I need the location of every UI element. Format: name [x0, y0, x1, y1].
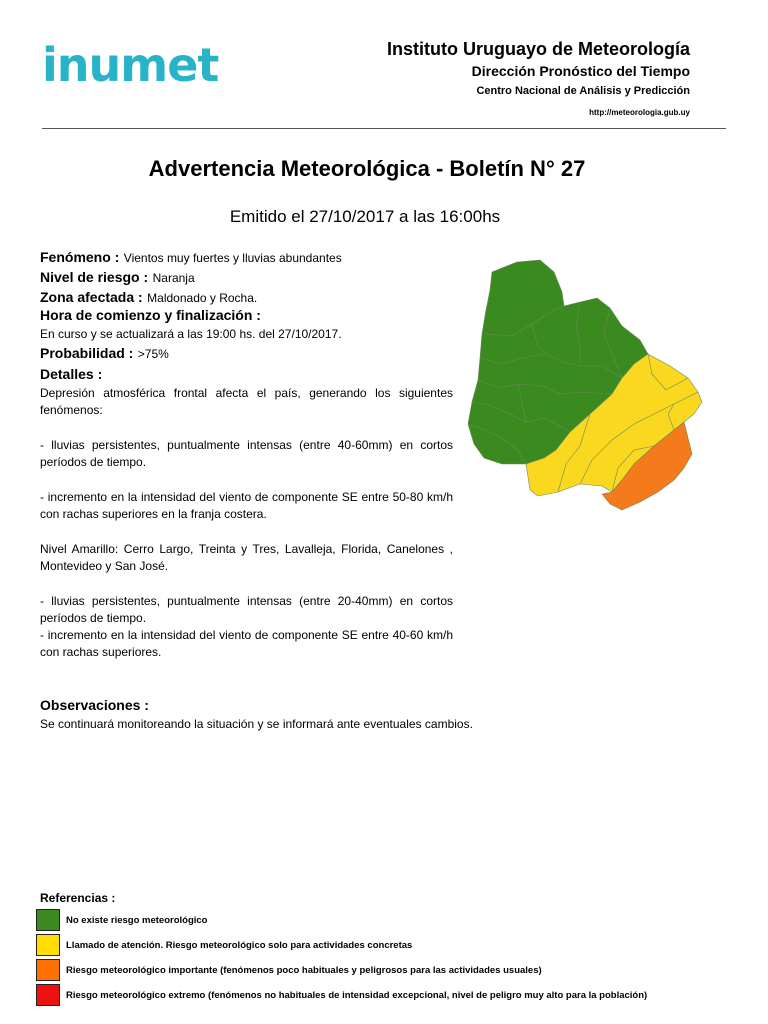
- zona-value: Maldonado y Rocha.: [147, 291, 258, 305]
- details-paragraph-4: - lluvias persistentes, puntualmente intensas (entre 20-40mm) en cortos períodos de tiempo.: [40, 593, 453, 625]
- references-title: Referencias :: [40, 891, 116, 905]
- center-name: Centro Nacional de Análisis y Predicción: [476, 85, 690, 97]
- reference-item-yellow: [36, 933, 412, 957]
- zona-label: Zona afectada :: [40, 289, 143, 305]
- field-zona: [40, 289, 257, 307]
- observaciones-value: Se continuará monitoreando la situación y se informará ante eventuales cambios.: [40, 717, 473, 731]
- details-paragraph-3: Nivel Amarillo: Cerro Largo, Treinta y Tres, Lavalleja, Florida, Canelones , Montevideo y San José.: [40, 541, 453, 573]
- field-probabilidad: [40, 345, 169, 363]
- fenomeno-label: Fenómeno :: [40, 249, 120, 265]
- reference-swatch: [36, 909, 60, 931]
- reference-label: No existe riesgo meteorológico: [66, 914, 208, 926]
- details-intro: Depresión atmosférica frontal afecta el país, generando los siguientes fenómenos:: [40, 386, 453, 418]
- field-nivel: [40, 269, 195, 287]
- reference-label: Riesgo meteorológico importante (fenómenos poco habituales y peligrosos para las actividades usuales): [66, 964, 542, 976]
- nivel-value: Naranja: [152, 271, 195, 285]
- probabilidad-value: >75%: [137, 347, 169, 361]
- hora-value: En curso y se actualizará a las 19:00 hs. del 27/10/2017.: [40, 327, 342, 341]
- field-hora: [40, 307, 261, 325]
- issued-date: Emitido el 27/10/2017 a las 16:00hs: [229, 207, 501, 226]
- reference-label: Llamado de atención. Riesgo meteorológico solo para actividades concretas: [66, 939, 413, 951]
- hora-label: Hora de comienzo y finalización :: [40, 307, 261, 323]
- details-text: [40, 385, 453, 662]
- details-paragraph-2: - incremento en la intensidad del viento de componente SE entre 50-80 km/h con rachas superiores en la franja costera.: [40, 489, 453, 522]
- reference-item-green: [36, 908, 207, 932]
- reference-swatch: [36, 984, 60, 1006]
- reference-swatch: [36, 934, 60, 956]
- institute-name: Instituto Uruguayo de Meteorología: [386, 39, 690, 59]
- direction-name: Dirección Pronóstico del Tiempo: [471, 63, 690, 79]
- observaciones-label: Observaciones :: [40, 697, 149, 713]
- uruguay-risk-map: [462, 254, 712, 516]
- details-paragraph-1: - lluvias persistentes, puntualmente intensas (entre 40-60mm) en cortos períodos de tiempo.: [40, 437, 453, 470]
- bulletin-title: Advertencia Meteorológica - Boletín N° 27: [148, 156, 586, 181]
- reference-swatch: [36, 959, 60, 981]
- nivel-label: Nivel de riesgo :: [40, 269, 149, 285]
- field-fenomeno: [40, 249, 342, 267]
- details-paragraph-5: - incremento en la intensidad del viento de componente SE entre 40-60 km/h con rachas superiores.: [40, 628, 453, 660]
- header-divider: [42, 128, 726, 129]
- reference-item-red: [36, 983, 647, 1007]
- inumet-logo: inumet: [42, 38, 219, 92]
- website-link[interactable]: http://meteorologia.gub.uy: [589, 108, 690, 117]
- probabilidad-label: Probabilidad :: [40, 345, 134, 361]
- reference-label: Riesgo meteorológico extremo (fenómenos no habituales de intensidad excepcional, nivel de peligro muy alto para la población): [66, 989, 648, 1001]
- fenomeno-value: Vientos muy fuertes y lluvias abundantes: [123, 251, 342, 265]
- detalles-label: Detalles :: [40, 366, 103, 382]
- reference-item-orange: [36, 958, 542, 982]
